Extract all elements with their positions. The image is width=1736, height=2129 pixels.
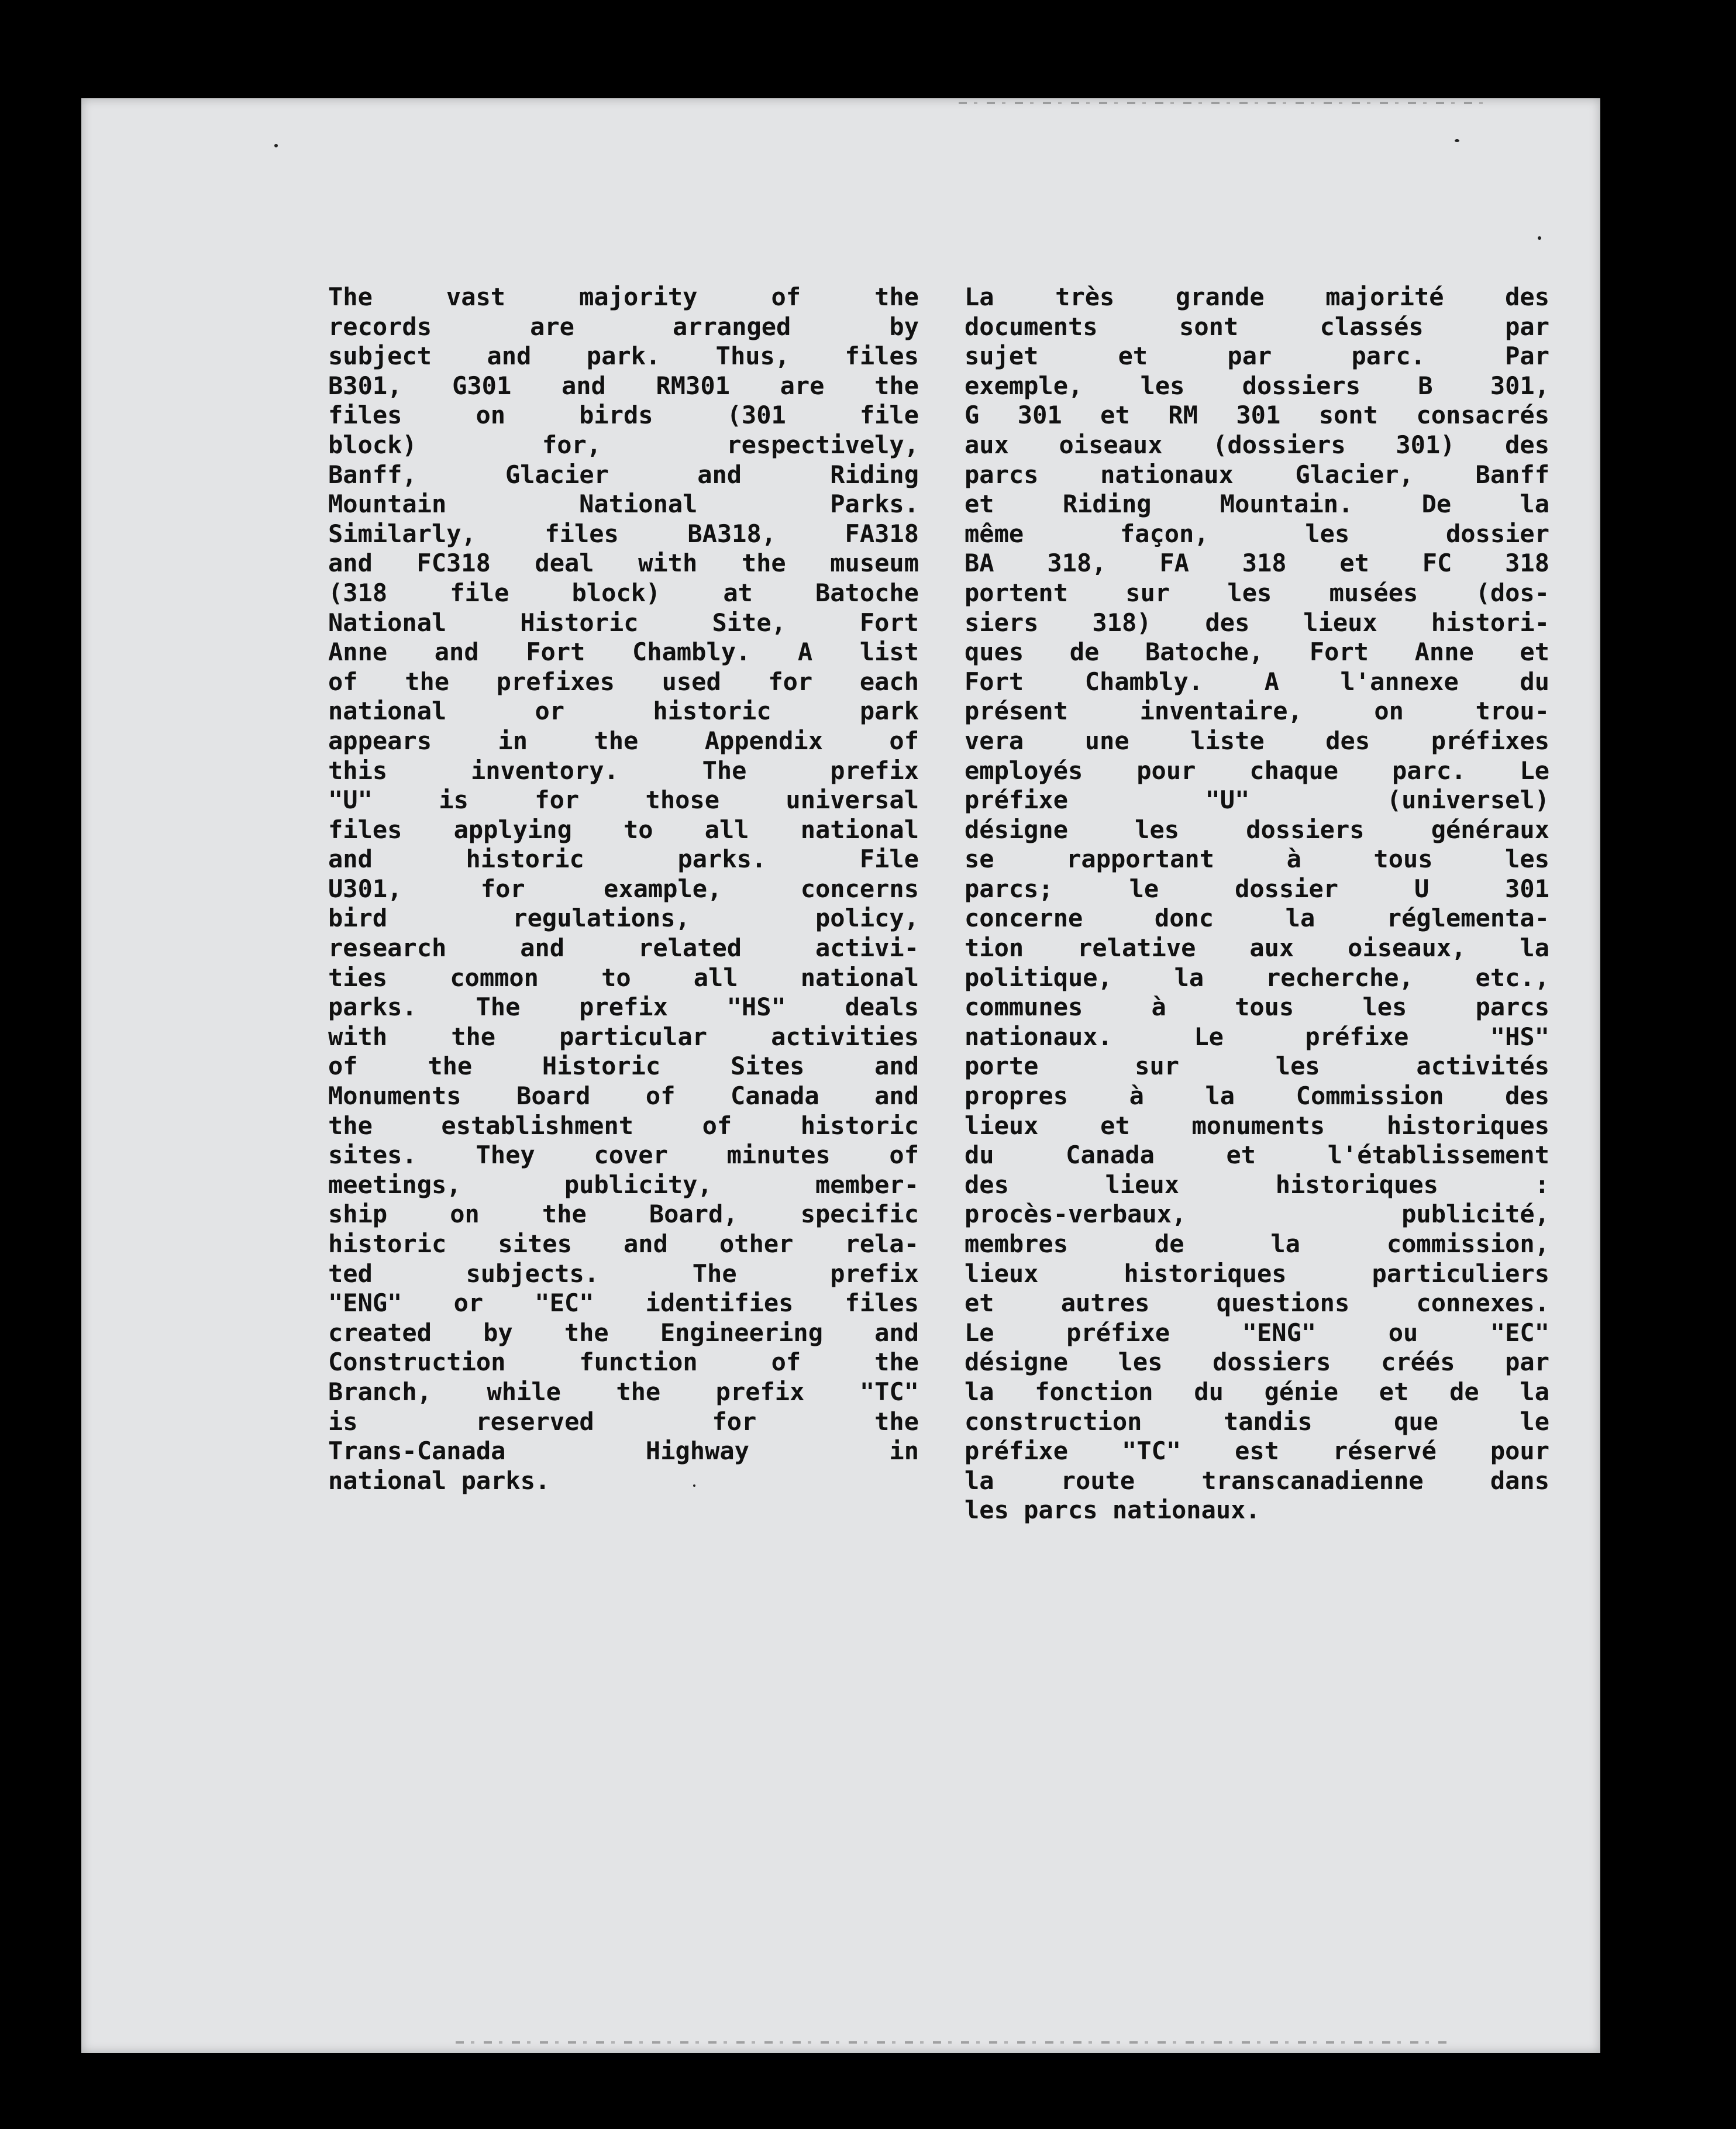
english-text-line: Banff, Glacier and Riding (328, 460, 919, 489)
french-text-line: BA 318, FA 318 et FC 318 (965, 549, 1549, 578)
french-text-line: tion relative aux oiseaux, la (965, 933, 1549, 963)
french-text-line: construction tandis que le (965, 1407, 1549, 1436)
french-text-line: sujet et par parc. Par (965, 342, 1549, 371)
english-text-line: The vast majority of the (328, 283, 919, 311)
english-text-line: Similarly, files BA318, FA318 (328, 519, 919, 548)
french-text-line: ques de Batoche, Fort Anne et (965, 638, 1549, 667)
french-text-line: lieux et monuments historiques (965, 1111, 1549, 1140)
english-text-line: national parks. (328, 1466, 550, 1495)
english-text-line: bird regulations, policy, (328, 904, 919, 933)
french-text-line: lieux historiques particuliers (965, 1259, 1549, 1288)
french-text-line: siers 318) des lieux histori- (965, 608, 1549, 637)
english-text-line: Mountain National Parks. (328, 490, 919, 519)
french-text-line: propres à la Commission des (965, 1081, 1549, 1111)
french-text-line: porte sur les activités (965, 1052, 1549, 1081)
english-text-line: historic sites and other rela- (328, 1229, 919, 1258)
english-text-line: Trans-Canada Highway in (328, 1436, 919, 1466)
english-text-line: National Historic Site, Fort (328, 608, 919, 637)
english-text-column (328, 283, 919, 1496)
english-text-line: files on birds (301 file (328, 401, 919, 430)
english-text-line: Monuments Board of Canada and (328, 1081, 919, 1111)
french-text-line: Le préfixe "ENG" ou "EC" (965, 1318, 1549, 1347)
scan-speck (274, 144, 278, 147)
english-text-line: ties common to all national (328, 963, 919, 992)
scan-speck (1538, 236, 1541, 240)
french-text-line: présent inventaire, on trou- (965, 697, 1549, 726)
french-text-line: exemple, les dossiers B 301, (965, 371, 1549, 400)
scan-speck (1455, 139, 1459, 142)
english-text-line: of the Historic Sites and (328, 1052, 919, 1081)
english-text-line: ship on the Board, specific (328, 1200, 919, 1229)
english-text-line: of the prefixes used for each (328, 667, 919, 696)
french-text-line: du Canada et l'établissement (965, 1141, 1549, 1170)
french-text-line: préfixe "TC" est réservé pour (965, 1436, 1549, 1466)
english-text-line: B301, G301 and RM301 are the (328, 371, 919, 400)
english-text-line: created by the Engineering and (328, 1318, 919, 1347)
french-text-line: et Riding Mountain. De la (965, 490, 1549, 519)
english-text-line: and FC318 deal with the museum (328, 549, 919, 578)
english-text-line: records are arranged by (328, 312, 919, 341)
french-text-line: préfixe "U" (universel) (965, 786, 1549, 815)
french-text-line: aux oiseaux (dossiers 301) des (965, 430, 1549, 459)
french-text-line: parcs nationaux Glacier, Banff (965, 460, 1549, 489)
french-text-line: nationaux. Le préfixe "HS" (965, 1022, 1549, 1051)
document-page (81, 98, 1600, 2053)
french-text-line: membres de la commission, (965, 1229, 1549, 1258)
english-text-line: with the particular activities (328, 1022, 919, 1051)
french-text-line: désigne les dossiers généraux (965, 815, 1549, 844)
english-text-line: "U" is for those universal (328, 786, 919, 815)
french-text-line: documents sont classés par (965, 312, 1549, 341)
french-text-line: employés pour chaque parc. Le (965, 756, 1549, 785)
french-text-column (965, 283, 1549, 1525)
french-text-line: et autres questions connexes. (965, 1289, 1549, 1318)
french-text-line: Fort Chambly. A l'annexe du (965, 667, 1549, 696)
top-edge-artifact (959, 102, 1485, 104)
french-text-line: G 301 et RM 301 sont consacrés (965, 401, 1549, 430)
french-text-line: désigne les dossiers créés par (965, 1348, 1549, 1377)
english-text-line: this inventory. The prefix (328, 756, 919, 785)
bottom-edge-artifact (456, 2041, 1450, 2044)
english-text-line: Anne and Fort Chambly. A list (328, 638, 919, 667)
english-text-line: research and related activi- (328, 933, 919, 963)
english-text-line: files applying to all national (328, 815, 919, 844)
french-text-line: même façon, les dossier (965, 519, 1549, 548)
french-text-line: se rapportant à tous les (965, 845, 1549, 874)
french-text-line: la route transcanadienne dans (965, 1466, 1549, 1495)
english-text-line: is reserved for the (328, 1407, 919, 1436)
french-text-line: portent sur les musées (dos- (965, 578, 1549, 607)
french-text-line: les parcs nationaux. (965, 1496, 1260, 1525)
english-text-line: national or historic park (328, 697, 919, 726)
english-text-line: appears in the Appendix of (328, 726, 919, 755)
french-text-line: communes à tous les parcs (965, 993, 1549, 1022)
french-text-line: des lieux historiques : (965, 1170, 1549, 1199)
english-text-line: and historic parks. File (328, 845, 919, 874)
french-text-line: concerne donc la réglementa- (965, 904, 1549, 933)
french-text-line: vera une liste des préfixes (965, 726, 1549, 755)
english-text-line: "ENG" or "EC" identifies files (328, 1289, 919, 1318)
english-text-line: subject and park. Thus, files (328, 342, 919, 371)
english-text-line: meetings, publicity, member- (328, 1170, 919, 1199)
french-text-line: parcs; le dossier U 301 (965, 874, 1549, 903)
english-text-line: (318 file block) at Batoche (328, 578, 919, 607)
english-text-line: the establishment of historic (328, 1111, 919, 1140)
english-text-line: Branch, while the prefix "TC" (328, 1377, 919, 1406)
english-text-line: U301, for example, concerns (328, 874, 919, 903)
english-text-line: parks. The prefix "HS" deals (328, 993, 919, 1022)
english-text-line: sites. They cover minutes of (328, 1141, 919, 1170)
english-text-line: Construction function of the (328, 1348, 919, 1377)
french-text-line: la fonction du génie et de la (965, 1377, 1549, 1406)
french-text-line: La très grande majorité des (965, 283, 1549, 311)
french-text-line: politique, la recherche, etc., (965, 963, 1549, 992)
english-text-line: ted subjects. The prefix (328, 1259, 919, 1288)
english-text-line: block) for, respectively, (328, 430, 919, 459)
french-text-line: procès-verbaux, publicité, (965, 1200, 1549, 1229)
